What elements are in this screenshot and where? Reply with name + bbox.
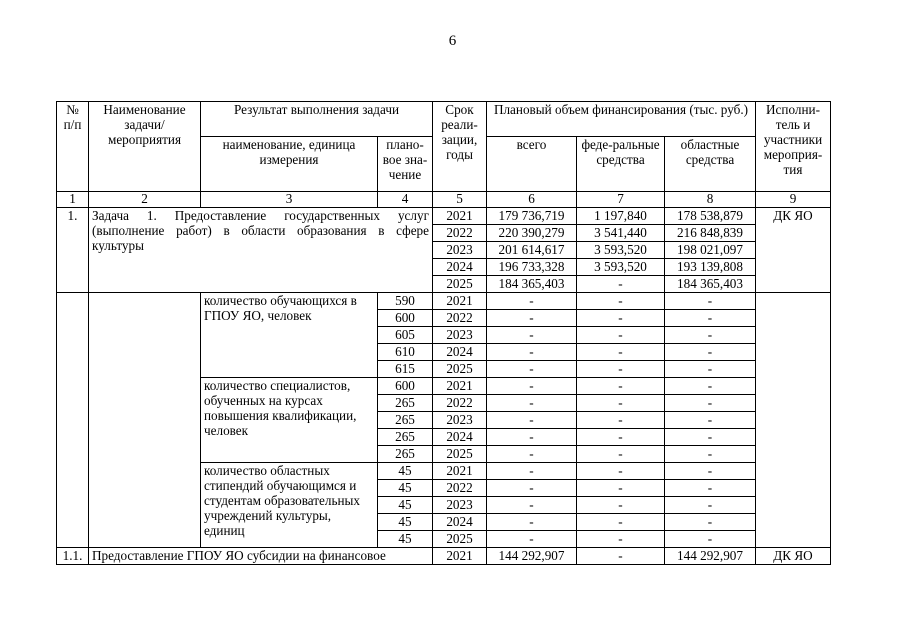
year-cell: 2021 xyxy=(433,548,487,565)
empty-cell xyxy=(89,293,201,548)
header-executor: Исполни-тель и участники мероприя-тия xyxy=(756,102,831,192)
regional-cell: - xyxy=(665,480,756,497)
header-number: 1 xyxy=(57,192,89,208)
indicator-row xyxy=(57,293,831,310)
task-row xyxy=(57,208,831,225)
year-cell: 2025 xyxy=(433,276,487,293)
task-num: 1. xyxy=(57,208,89,293)
header-number: 2 xyxy=(89,192,201,208)
total-cell: - xyxy=(487,446,577,463)
total-cell: - xyxy=(487,497,577,514)
plan-value: 610 xyxy=(378,344,433,361)
regional-cell: 193 139,808 xyxy=(665,259,756,276)
total-cell: - xyxy=(487,395,577,412)
regional-cell: - xyxy=(665,344,756,361)
total-cell: 184 365,403 xyxy=(487,276,577,293)
page-number: 6 xyxy=(448,33,457,49)
total-cell: - xyxy=(487,480,577,497)
federal-cell: - xyxy=(577,514,665,531)
header-number: 6 xyxy=(487,192,577,208)
header-row-1 xyxy=(57,102,831,137)
regional-cell: 184 365,403 xyxy=(665,276,756,293)
header-number: 4 xyxy=(378,192,433,208)
federal-cell: - xyxy=(577,293,665,310)
federal-cell: 3 541,440 xyxy=(577,225,665,242)
year-cell: 2023 xyxy=(433,242,487,259)
total-cell: - xyxy=(487,310,577,327)
federal-cell: - xyxy=(577,327,665,344)
header-result-plan: плано-вое зна-чение xyxy=(378,137,433,192)
plan-value: 615 xyxy=(378,361,433,378)
year-cell: 2025 xyxy=(433,531,487,548)
header-num: № п/п xyxy=(57,102,89,192)
plan-value: 600 xyxy=(378,310,433,327)
federal-cell: - xyxy=(577,429,665,446)
total-cell: 201 614,617 xyxy=(487,242,577,259)
total-cell: - xyxy=(487,327,577,344)
year-cell: 2021 xyxy=(433,378,487,395)
federal-cell: - xyxy=(577,361,665,378)
federal-cell: - xyxy=(577,548,665,565)
plan-value: 600 xyxy=(378,378,433,395)
header-number: 9 xyxy=(756,192,831,208)
regional-cell: - xyxy=(665,310,756,327)
federal-cell: 1 197,840 xyxy=(577,208,665,225)
regional-cell: - xyxy=(665,497,756,514)
header-result: Результат выполнения задачи xyxy=(201,102,433,137)
year-cell: 2021 xyxy=(433,293,487,310)
total-cell: - xyxy=(487,463,577,480)
federal-cell: - xyxy=(577,378,665,395)
plan-value: 45 xyxy=(378,480,433,497)
regional-cell: - xyxy=(665,361,756,378)
regional-cell: - xyxy=(665,327,756,344)
year-cell: 2022 xyxy=(433,395,487,412)
year-cell: 2024 xyxy=(433,429,487,446)
plan-value: 265 xyxy=(378,395,433,412)
federal-cell: - xyxy=(577,344,665,361)
plan-value: 45 xyxy=(378,497,433,514)
total-cell: - xyxy=(487,412,577,429)
total-cell: - xyxy=(487,361,577,378)
total-cell: 196 733,328 xyxy=(487,259,577,276)
federal-cell: - xyxy=(577,480,665,497)
item-row xyxy=(57,548,831,565)
regional-cell: - xyxy=(665,446,756,463)
federal-cell: - xyxy=(577,395,665,412)
regional-cell: 144 292,907 xyxy=(665,548,756,565)
header-number: 7 xyxy=(577,192,665,208)
federal-cell: 3 593,520 xyxy=(577,242,665,259)
header-federal: феде-ральные средства xyxy=(577,137,665,192)
empty-cell xyxy=(57,293,89,548)
header-result-name: наименование, единица измерения xyxy=(201,137,378,192)
federal-cell: - xyxy=(577,276,665,293)
plan-value: 265 xyxy=(378,412,433,429)
year-cell: 2022 xyxy=(433,225,487,242)
year-cell: 2025 xyxy=(433,446,487,463)
empty-cell xyxy=(756,293,831,548)
year-cell: 2025 xyxy=(433,361,487,378)
item-num: 1.1. xyxy=(57,548,89,565)
executor-cell: ДК ЯО xyxy=(756,548,831,565)
regional-cell: - xyxy=(665,395,756,412)
indicator-name: количество специалистов, обученных на курсах повышения квалификации, человек xyxy=(201,378,378,463)
federal-cell: - xyxy=(577,463,665,480)
federal-cell: - xyxy=(577,412,665,429)
year-cell: 2024 xyxy=(433,259,487,276)
plan-value: 45 xyxy=(378,463,433,480)
header-number: 3 xyxy=(201,192,378,208)
year-cell: 2023 xyxy=(433,327,487,344)
regional-cell: - xyxy=(665,531,756,548)
year-cell: 2023 xyxy=(433,497,487,514)
year-cell: 2021 xyxy=(433,208,487,225)
indicator-name: количество областных стипендий обучающимся и студентам образовательных учреждений культуры, единиц xyxy=(201,463,378,548)
total-cell: - xyxy=(487,531,577,548)
header-regional: областные средства xyxy=(665,137,756,192)
year-cell: 2022 xyxy=(433,480,487,497)
regional-cell: - xyxy=(665,412,756,429)
task-name: Задача 1. Предоставление государственных услуг (выполнение работ) в области образования в сфере культуры xyxy=(89,208,433,293)
header-number: 5 xyxy=(433,192,487,208)
plan-value: 45 xyxy=(378,514,433,531)
regional-cell: - xyxy=(665,293,756,310)
plan-value: 605 xyxy=(378,327,433,344)
header-term: Срок реали-зации, годы xyxy=(433,102,487,192)
total-cell: - xyxy=(487,514,577,531)
total-cell: - xyxy=(487,378,577,395)
header-numbers-row xyxy=(57,192,831,208)
year-cell: 2022 xyxy=(433,310,487,327)
total-cell: 179 736,719 xyxy=(487,208,577,225)
item-name: Предоставление ГПОУ ЯО субсидии на финансовое xyxy=(89,548,433,565)
regional-cell: - xyxy=(665,429,756,446)
header-name: Наименование задачи/ мероприятия xyxy=(89,102,201,192)
year-cell: 2021 xyxy=(433,463,487,480)
regional-cell: - xyxy=(665,378,756,395)
total-cell: - xyxy=(487,344,577,361)
indicator-name: количество обучающихся в ГПОУ ЯО, человек xyxy=(201,293,378,378)
plan-value: 265 xyxy=(378,429,433,446)
total-cell: - xyxy=(487,293,577,310)
regional-cell: - xyxy=(665,463,756,480)
total-cell: - xyxy=(487,429,577,446)
year-cell: 2024 xyxy=(433,344,487,361)
federal-cell: - xyxy=(577,446,665,463)
total-cell: 144 292,907 xyxy=(487,548,577,565)
federal-cell: - xyxy=(577,531,665,548)
plan-value: 45 xyxy=(378,531,433,548)
plan-value: 590 xyxy=(378,293,433,310)
header-number: 8 xyxy=(665,192,756,208)
year-cell: 2024 xyxy=(433,514,487,531)
total-cell: 220 390,279 xyxy=(487,225,577,242)
regional-cell: 178 538,879 xyxy=(665,208,756,225)
federal-cell: - xyxy=(577,310,665,327)
federal-cell: - xyxy=(577,497,665,514)
executor-cell: ДК ЯО xyxy=(756,208,831,293)
regional-cell: 198 021,097 xyxy=(665,242,756,259)
header-total: всего xyxy=(487,137,577,192)
regional-cell: 216 848,839 xyxy=(665,225,756,242)
federal-cell: 3 593,520 xyxy=(577,259,665,276)
year-cell: 2023 xyxy=(433,412,487,429)
plan-value: 265 xyxy=(378,446,433,463)
program-table xyxy=(56,101,831,565)
header-finance: Плановый объем финансирования (тыс. руб.) xyxy=(487,102,756,137)
regional-cell: - xyxy=(665,514,756,531)
